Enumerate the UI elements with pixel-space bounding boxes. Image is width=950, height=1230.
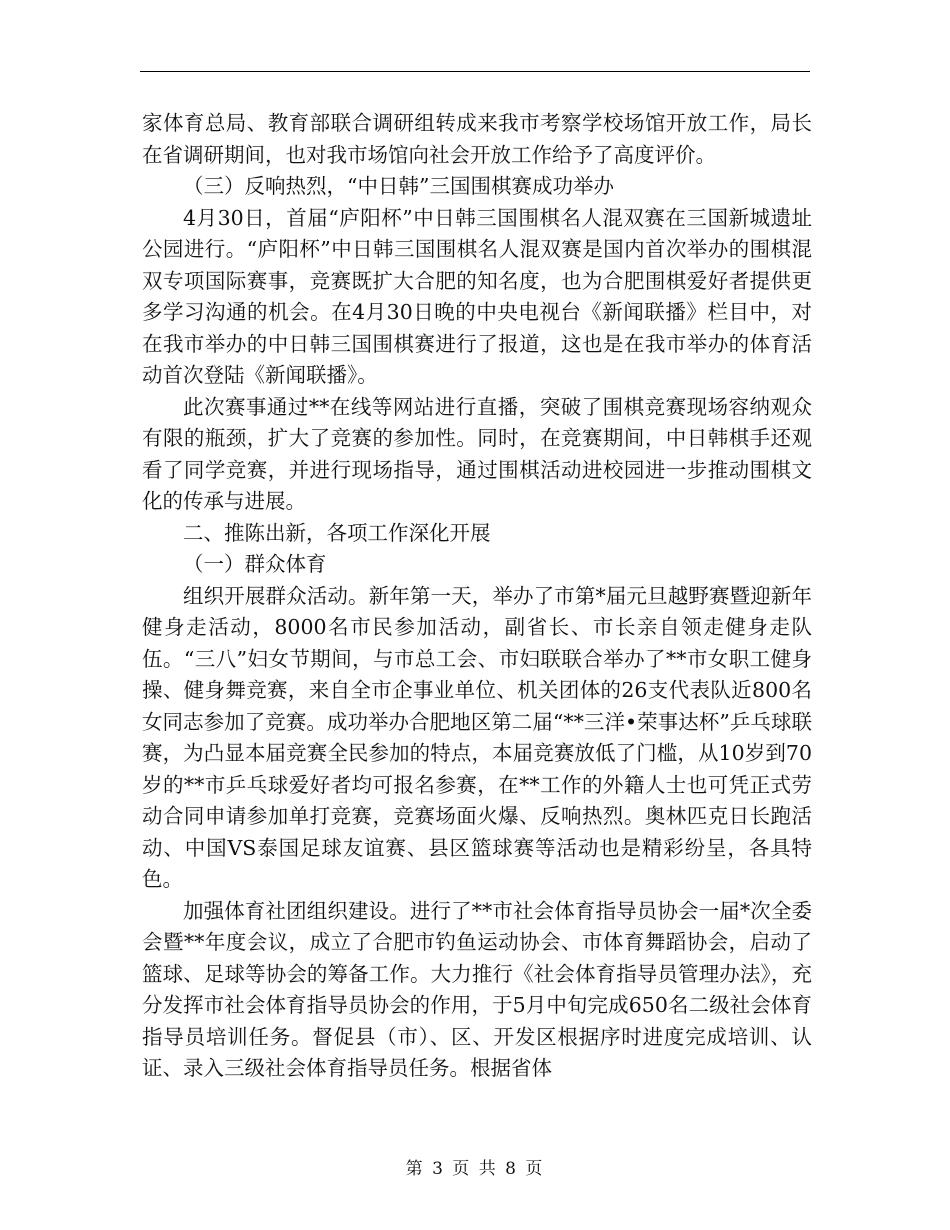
- paragraph: 家体育总局、教育部联合调研组转成来我市考察学校场馆开放工作，局长在省调研期间，也对我市场馆向社会开放工作给予了高度评价。: [142, 111, 812, 167]
- paragraph: 加强体育社团组织建设。进行了**市社会体育指导员协会一届*次全委会暨**年度会议，成立了合肥市钓鱼运动协会、市体育舞蹈协会，启动了篮球、足球等协会的筹备工作。大力推行《社会体育指导员管理办法》，充分发挥市社会体育指导员协会的作用，于5月中旬完成650名二级社会体育指导员培训任务。督促县（市）、区、开发区根据序时进度完成培训、认证、录入三级社会体育指导员任务。根据省体: [142, 898, 812, 1080]
- paragraph: 组织开展群众活动。新年第一天，举办了市第*届元旦越野赛暨迎新年健身走活动，8000名市民参加活动，副省长、市长亲自领走健身走队伍。“三八”妇女节期间，与市总工会、市妇联联合举办了**市女职工健身操、健身舞竞赛，来自全市企事业单位、机关团体的26支代表队近800名女同志参加了竞赛。成功举办合肥地区第二届“**三洋•荣事达杯”乒乓球联赛，为凸显本届竞赛全民参加的特点，本届竞赛放低了门槛，从10岁到70岁的**市乒乓球爱好者均可报名参赛，在**工作的外籍人士也可凭正式劳动合同申请参加单打竞赛，竞赛场面火爆、反响热烈。奥林匹克日长跑活动、中国VS泰国足球友谊赛、县区篮球赛等活动也是精彩纷呈，各具特色。: [142, 583, 812, 891]
- subsection-heading: （一）群众体育: [183, 552, 327, 576]
- paragraph: 4月30日，首届“庐阳杯”中日韩三国围棋名人混双赛在三国新城遗址公园进行。“庐阳杯”中日韩三国围棋名人混双赛是国内首次举办的围棋混双专项国际赛事，竞赛既扩大合肥的知名度，也为合肥围棋爱好者提供更多学习沟通的机会。在4月30日晚的中央电视台《新闻联播》栏目中，对在我市举办的中日韩三国围棋赛进行了报道，这也是在我市举办的体育活动首次登陆《新闻联播》。: [142, 205, 812, 387]
- page-number: 第 3 页 共 8 页: [405, 1159, 545, 1179]
- document-body: [142, 108, 812, 1085]
- section-heading: （三）反响热烈，“中日韩”三国围棋赛成功举办: [183, 174, 614, 198]
- paragraph: 此次赛事通过**在线等网站进行直播，突破了围棋竞赛现场容纳观众有限的瓶颈，扩大了竞赛的参加性。同时，在竞赛期间，中日韩棋手还观看了同学竞赛，并进行现场指导，通过围棋活动进校园进一步推动围棋文化的传承与进展。: [142, 394, 812, 513]
- section-heading: 二、推陈出新，各项工作深化开展: [183, 520, 491, 545]
- header-rule: [140, 71, 810, 72]
